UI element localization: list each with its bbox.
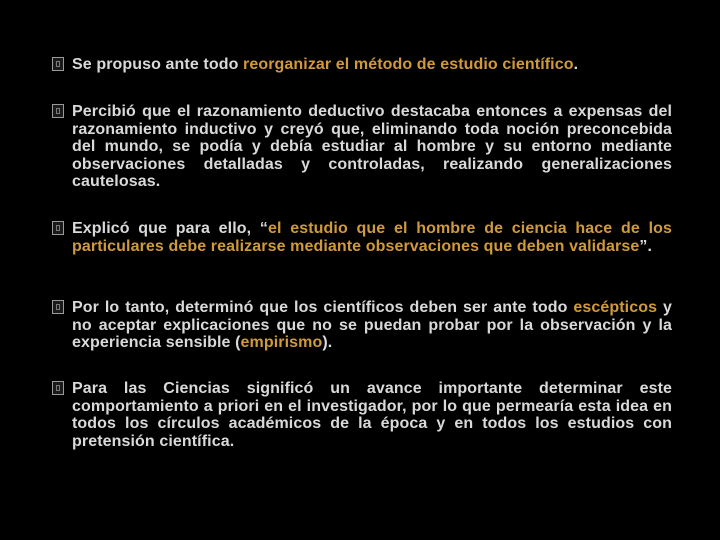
bullet-4-highlight-skeptics: escépticos [573,299,658,316]
bullet-3-part-a: Explicó que para ello, “ [72,220,268,237]
square-bullet-icon [52,381,64,395]
bullet-4-part-a: Por lo tanto, determinó que los científicos deben ser ante todo [72,299,574,316]
bullet-2-part-a: Percibió que el razonamiento deductivo destacaba entonces a expensas del razonamiento inductivo y creyó que, eliminando toda noción preconcebida del mundo, se podía y debía estudiar al hombre y su entorno mediante observaciones detalladas y controladas, realizando generalizaciones cautelosas. [72,103,672,190]
bullet-1-highlight: reorganizar el método de estudio científico [243,56,574,73]
bullet-1 [52,56,672,74]
bullet-5 [52,380,672,450]
bullet-4-text [72,299,672,352]
bullet-4-part-c: y no aceptar explicaciones que no se puedan probar por la observación y la experiencia sensible ( [72,299,672,351]
bullet-2-text [72,103,672,191]
square-bullet-icon [52,104,64,118]
bullet-5-text [72,380,672,450]
bullet-2 [52,103,672,191]
bullet-4-highlight-empiricism: empirismo [240,334,323,351]
bullet-3-highlight: el estudio que el hombre de ciencia hace de los particulares debe realizarse mediante observaciones que deben validarse [72,220,673,255]
square-bullet-icon [52,221,64,235]
bullet-1-part-c: . [573,56,579,73]
bullet-4-part-e: ). [322,334,333,351]
bullet-1-part-a: Se propuso ante todo [72,56,243,73]
bullet-1-text [72,56,672,74]
square-bullet-icon [52,57,64,71]
bullet-5-part-a: Para las Ciencias significó un avance importante determinar este comportamiento a priori en el investigador, por lo que permearía esta idea en todos los círculos académicos de la época y en todos los estudios con pretensión científica. [72,380,672,450]
bullet-3-part-c: ”. [639,237,653,255]
bullet-4 [52,299,672,352]
square-bullet-icon [52,300,64,314]
bullet-3 [52,220,672,255]
bullet-3-text [72,220,672,255]
